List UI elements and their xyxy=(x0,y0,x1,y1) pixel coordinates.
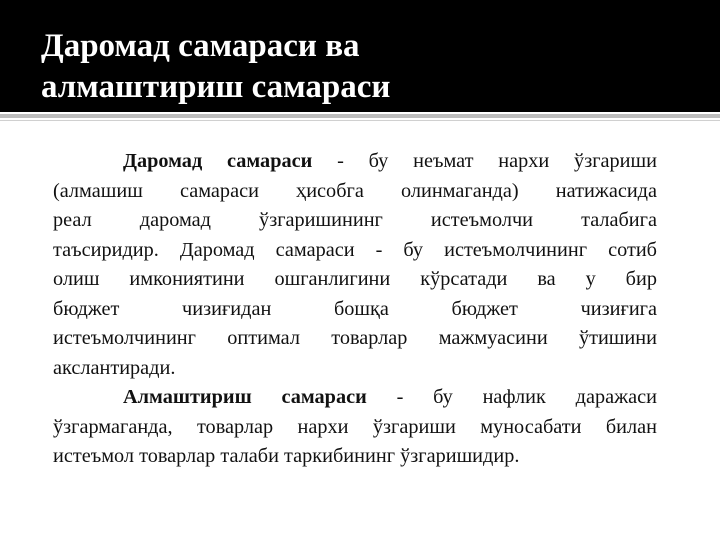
text-line: Алмаштириш самараси - бу нафлик даражаси xyxy=(123,386,657,408)
text-line: реал даромад ўзгаришининг истеъмолчи талабига xyxy=(53,209,657,231)
text-line: истеъмол товарлар талаби таркибининг ўзгаришидир. xyxy=(53,445,520,467)
slide-body xyxy=(53,147,657,472)
text-line: олиш имкониятини ошганлигини кўрсатади ва у бир xyxy=(53,268,657,290)
title-divider-thin xyxy=(0,120,720,121)
text-line: акслантиради. xyxy=(53,356,176,379)
paragraph-substitution-effect xyxy=(53,383,657,472)
paragraph-income-effect xyxy=(53,147,657,383)
text-line: Даромад самараси - бу неъмат нархи ўзгариши xyxy=(123,150,657,172)
text-line: таъсиридир. Даромад самараси - бу истеъмолчининг сотиб xyxy=(53,238,657,261)
text-line: истеъмолчининг оптимал товарлар мажмуасини ўтишини xyxy=(53,327,657,349)
title-line: Даромад самараси ва xyxy=(41,28,360,64)
title-divider xyxy=(0,114,720,118)
title-line: алмаштириш самараси xyxy=(41,69,391,105)
text-line: (алмашиш самараси ҳисобга олинмаганда) натижасида xyxy=(53,179,657,202)
term-income-effect: Даромад самараси xyxy=(123,150,313,172)
term-substitution-effect: Алмаштириш самараси xyxy=(123,386,367,408)
slide-title xyxy=(41,26,701,108)
text-line: ўзгармаганда, товарлар нархи ўзгариши муносабати билан xyxy=(53,415,657,438)
text-line: бюджет чизиғидан бошқа бюджет чизиғига xyxy=(53,297,657,320)
